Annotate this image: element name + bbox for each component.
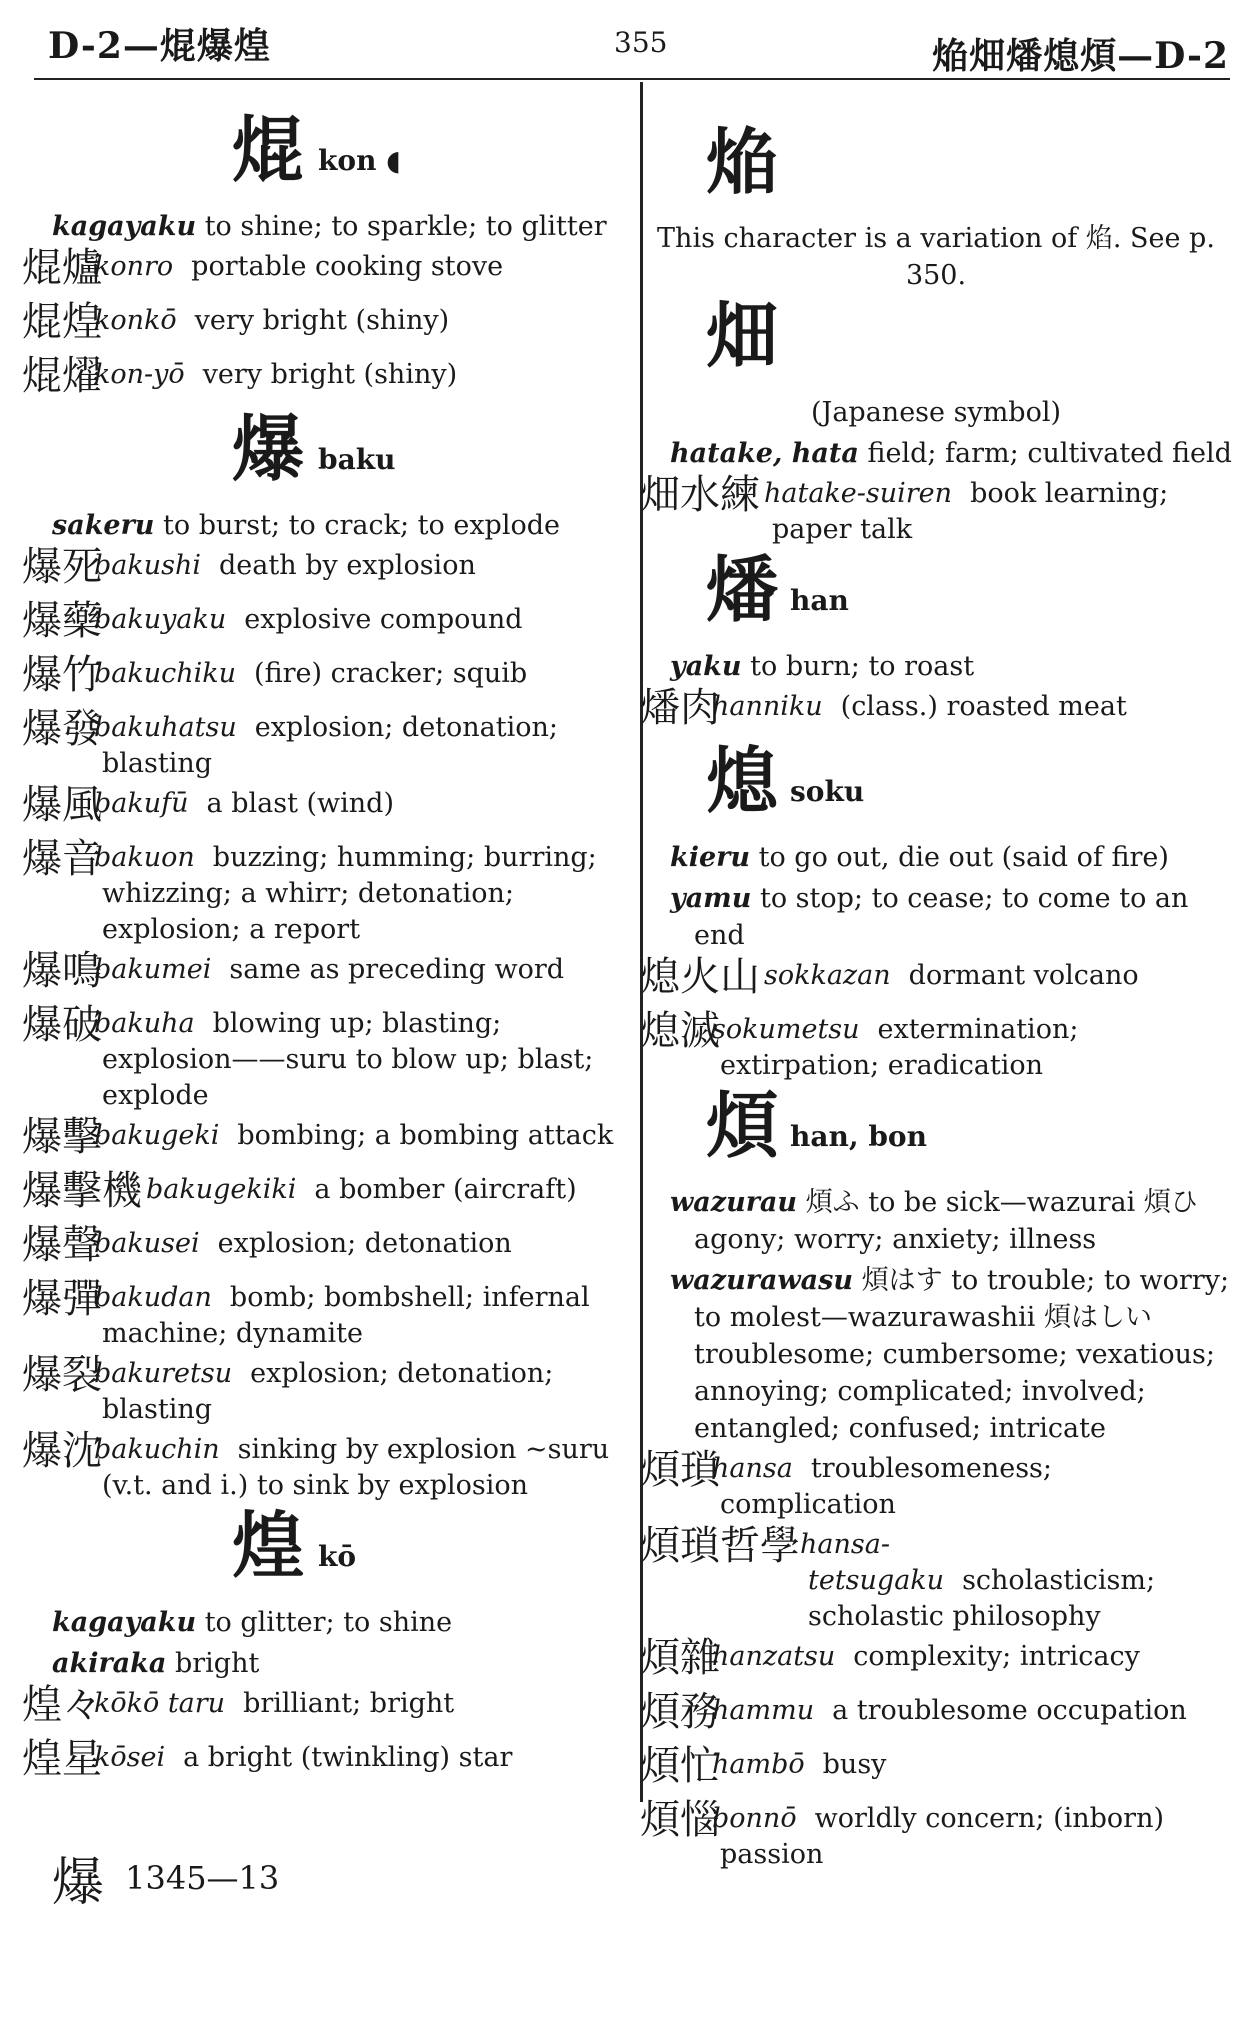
entry-romaji: bonnō (712, 1803, 797, 1834)
header-rule (34, 78, 1230, 80)
head-kanji: 煩 (706, 1083, 779, 1168)
entry-romaji: bakudan (94, 1282, 212, 1313)
entry-kanji: 燔肉 (640, 685, 720, 731)
entry-gloss: same as preceding word (229, 954, 565, 985)
entry-gloss: explosion; detonation; blasting (102, 712, 558, 779)
compound-entry (22, 706, 630, 782)
entry-romaji: bakuretsu (94, 1358, 233, 1389)
entry-body (22, 1432, 630, 1504)
entry-body (22, 548, 630, 584)
entry-body (22, 303, 630, 339)
variant-note: This character is a variation of 焰. See p. 350. (657, 223, 1215, 291)
kanji-heading (22, 107, 630, 202)
compound-entry (22, 1352, 630, 1428)
entry-kanji: 煩瑣哲學 (640, 1523, 800, 1569)
compound-entry (640, 954, 1232, 1008)
entry-romaji: bakuon (94, 842, 195, 873)
compound-entry (22, 1002, 630, 1114)
kun-gloss: 煩ふ to be sick—wazurai 煩ひ agony; worry; anxiety; illness (694, 1187, 1198, 1255)
entry-romaji: sokkazan (764, 960, 891, 991)
entry-body (640, 1747, 1232, 1783)
entry-kanji: 爆破 (22, 1002, 102, 1048)
entry-body (22, 656, 630, 692)
head-reading: kō (318, 1540, 357, 1573)
entry-kanji: 焜爐 (22, 245, 102, 291)
entry-kanji: 爆發 (22, 706, 102, 752)
entry-gloss: sinking by explosion ~suru (v.t. and i.) to sink by explosion (102, 1434, 610, 1501)
compound-entry (640, 1689, 1232, 1743)
entry-romaji: kōsei (94, 1742, 166, 1773)
entry-romaji: kon-yō (94, 359, 185, 390)
compound-entry (22, 1428, 630, 1504)
kun-gloss: to go out, die out (said of fire) (758, 842, 1169, 873)
kun-gloss: to shine; to sparkle; to glitter (204, 211, 607, 242)
head-reading: han (790, 584, 849, 617)
entry-romaji: bakuchiku (94, 658, 237, 689)
entry-body (22, 1356, 630, 1428)
entry-romaji: bakugekiki (146, 1174, 297, 1205)
entry-kanji: 煩惱 (640, 1797, 720, 1843)
entry-gloss: a bomber (aircraft) (314, 1174, 577, 1205)
entry-gloss: explosive compound (244, 604, 523, 635)
entry-gloss: explosion; detonation; blasting (102, 1358, 554, 1425)
head-kanji: 畑 (706, 293, 779, 378)
compound-entry (22, 299, 630, 353)
entry-romaji: konkō (94, 305, 177, 336)
compound-entry (640, 1447, 1232, 1523)
entry-romaji: hansa-tetsugaku (800, 1529, 945, 1596)
entry-body (22, 1118, 630, 1154)
entry-gloss: very bright (shiny) (194, 305, 450, 336)
head-reading: soku (790, 775, 865, 808)
entry-gloss: complexity; intricacy (853, 1641, 1140, 1672)
compound-entry (22, 1682, 630, 1736)
entry-body (22, 357, 630, 393)
kun-reading: kagayaku (52, 211, 197, 242)
kun-gloss: to glitter; to shine (204, 1607, 453, 1638)
kun-reading: yaku (670, 651, 742, 682)
kun-meaning (640, 1262, 1232, 1447)
compound-entry (22, 1222, 630, 1276)
compound-entry (640, 1523, 1232, 1635)
entry-gloss: extermination; extirpation; eradication (720, 1014, 1079, 1081)
compound-entry (22, 598, 630, 652)
entry-gloss: a blast (wind) (206, 788, 394, 819)
kun-meaning (640, 435, 1232, 472)
header-left: D-2—焜爆煌 (48, 25, 271, 67)
entry-kanji: 煩瑣 (640, 1447, 720, 1493)
entry-kanji: 爆竹 (22, 652, 102, 698)
entry-kanji: 煩雜 (640, 1635, 720, 1681)
compound-entry (22, 1168, 630, 1222)
entry-kanji: 爆彈 (22, 1276, 102, 1322)
entry-gloss: bomb; bombshell; infernal machine; dynamite (102, 1282, 590, 1349)
entry-body (640, 1639, 1232, 1675)
kun-reading: kagayaku (52, 1607, 197, 1638)
right-column (640, 120, 1232, 1877)
compound-entry (640, 1797, 1232, 1873)
entry-kanji: 煌々 (22, 1682, 102, 1728)
entry-kanji: 爆聲 (22, 1222, 102, 1268)
kun-reading: sakeru (52, 510, 155, 541)
compound-entry (22, 652, 630, 706)
kanji-heading (640, 119, 1232, 214)
compound-entry (22, 1276, 630, 1352)
entry-kanji: 爆裂 (22, 1352, 102, 1398)
head-kanji: 爆 (232, 406, 305, 491)
entry-gloss: worldly concern; (inborn) passion (720, 1803, 1165, 1870)
entry-gloss: bombing; a bombing attack (237, 1120, 614, 1151)
entry-gloss: scholasticism; scholastic philosophy (808, 1565, 1156, 1632)
entry-body (22, 710, 630, 782)
entry-body (22, 786, 630, 822)
footer (52, 1840, 279, 1915)
entry-body (640, 689, 1232, 725)
entry-gloss: portable cooking stove (191, 251, 504, 282)
entry-gloss: (fire) cracker; squib (254, 658, 528, 689)
compound-entry (22, 1736, 630, 1790)
entry-body (640, 1801, 1232, 1873)
compound-entry (22, 353, 630, 407)
kun-gloss: bright (174, 1648, 260, 1679)
entry-romaji: bakumei (94, 954, 212, 985)
entry-romaji: bakuha (94, 1008, 195, 1039)
entry-gloss: troublesomeness; complication (720, 1453, 1053, 1520)
kun-meaning (640, 648, 1232, 685)
compound-entry (22, 245, 630, 299)
kun-gloss: to burn; to roast (750, 651, 975, 682)
entry-kanji: 爆擊機 (22, 1168, 142, 1214)
entry-gloss: a bright (twinkling) star (183, 1742, 513, 1773)
entry-kanji: 煩務 (640, 1689, 720, 1735)
entry-body (640, 1012, 1232, 1084)
origin-note: (Japanese symbol) (810, 397, 1062, 428)
entry-romaji: sokumetsu (712, 1014, 860, 1045)
entry-kanji: 爆鳴 (22, 948, 102, 994)
kun-gloss: field; farm; cultivated field (867, 438, 1232, 469)
entry-romaji: bakuhatsu (94, 712, 237, 743)
entry-body (22, 1686, 630, 1722)
kun-meaning (22, 1604, 630, 1641)
kun-reading: yamu (670, 883, 752, 914)
entry-romaji: konro (94, 251, 174, 282)
entry-kanji: 煌星 (22, 1736, 102, 1782)
head-kanji: 焔 (706, 119, 779, 204)
entry-romaji: bakufū (94, 788, 189, 819)
compound-entry (640, 685, 1232, 739)
compound-entry (22, 782, 630, 836)
entry-gloss: book learning; paper talk (772, 478, 1169, 545)
entry-kanji: 爆沈 (22, 1428, 102, 1474)
entry-kanji: 爆死 (22, 544, 102, 590)
entry-gloss: death by explosion (219, 550, 476, 581)
head-reading: kon ◖ (318, 144, 401, 177)
entry-gloss: (class.) roasted meat (840, 691, 1127, 722)
left-column (22, 108, 630, 1794)
entry-body (640, 1693, 1232, 1729)
entry-gloss: very bright (shiny) (202, 359, 458, 390)
entry-gloss: busy (822, 1749, 887, 1780)
entry-romaji: hatake-suiren (764, 478, 953, 509)
entry-romaji: hansa (712, 1453, 793, 1484)
head-kanji: 焜 (232, 107, 305, 192)
entry-body (22, 840, 630, 948)
compound-entry (22, 836, 630, 948)
head-kanji: 熄 (706, 738, 779, 823)
kun-meaning (22, 208, 630, 245)
footer-kanji: 爆 (52, 1853, 105, 1913)
entry-kanji: 熄火山 (640, 954, 760, 1000)
entry-body (22, 1280, 630, 1352)
entry-body (640, 1451, 1232, 1523)
kun-meaning (22, 1645, 630, 1682)
entry-kanji: 爆音 (22, 836, 102, 882)
head-kanji: 燔 (706, 547, 779, 632)
entry-body (22, 249, 630, 285)
entry-kanji: 爆擊 (22, 1114, 102, 1160)
entry-body (22, 602, 630, 638)
head-reading: baku (318, 443, 396, 476)
kun-reading: hatake, hata (670, 438, 859, 469)
head-reading: han, bon (790, 1120, 927, 1153)
kanji-heading (640, 293, 1232, 388)
compound-entry (22, 1114, 630, 1168)
kun-gloss: to burst; to crack; to explode (163, 510, 560, 541)
kanji-heading (640, 547, 1232, 642)
kanji-heading (640, 1083, 1232, 1178)
kun-reading: wazurawasu (670, 1265, 853, 1296)
entry-body (22, 1226, 630, 1262)
entry-romaji: bakusei (94, 1228, 200, 1259)
kun-meaning (640, 839, 1232, 876)
entry-gloss: a troublesome occupation (832, 1695, 1187, 1726)
kanji-heading (640, 738, 1232, 833)
entry-romaji: hammu (712, 1695, 815, 1726)
kun-gloss: to stop; to cease; to come to an end (694, 883, 1189, 951)
kun-meaning (640, 1184, 1232, 1258)
header-right: 焔畑燔熄煩—D-2 (932, 35, 1229, 77)
kanji-heading (22, 406, 630, 501)
compound-entry (640, 1743, 1232, 1797)
entry-kanji: 焜煌 (22, 299, 102, 345)
entry-gloss: dormant volcano (908, 960, 1139, 991)
head-kanji: 煌 (232, 1503, 305, 1588)
entry-gloss: brilliant; bright (243, 1688, 455, 1719)
entry-romaji: kōkō taru (94, 1688, 226, 1719)
compound-entry (640, 472, 1232, 548)
kun-reading: wazurau (670, 1187, 798, 1218)
compound-entry (640, 1635, 1232, 1689)
compound-entry (640, 1008, 1232, 1084)
page-number: 355 (614, 26, 668, 59)
entry-romaji: bakushi (94, 550, 202, 581)
footer-code: 1345—13 (125, 1858, 280, 1897)
entry-gloss: blowing up; blasting; explosion——suru to blow up; blast; explode (102, 1008, 594, 1111)
entry-kanji: 煩忙 (640, 1743, 720, 1789)
entry-kanji: 爆風 (22, 782, 102, 828)
entry-romaji: bakuyaku (94, 604, 227, 635)
entry-romaji: bakugeki (94, 1120, 220, 1151)
entry-kanji: 熄滅 (640, 1008, 720, 1054)
entry-kanji: 焜燿 (22, 353, 102, 399)
entry-romaji: bakuchin (94, 1434, 220, 1465)
entry-kanji: 爆藥 (22, 598, 102, 644)
entry-romaji: hanniku (712, 691, 823, 722)
entry-romaji: hambō (712, 1749, 805, 1780)
kun-gloss: 煩はす to trouble; to worry; to molest—wazurawashii 煩はしい troublesome; cumbersome; vexatious; annoying; complicated; involved; entangled; confused; intricate (694, 1265, 1230, 1444)
entry-gloss: buzzing; humming; burring; whizzing; a whirr; detonation; explosion; a report (102, 842, 597, 945)
compound-entry (22, 544, 630, 598)
kun-meaning (640, 880, 1232, 954)
entry-body (22, 952, 630, 988)
compound-entry (22, 948, 630, 1002)
kun-reading: kieru (670, 842, 750, 873)
entry-body (22, 1006, 630, 1114)
kun-meaning (22, 507, 630, 544)
entry-gloss: explosion; detonation (217, 1228, 512, 1259)
kun-reading: akiraka (52, 1648, 167, 1679)
entry-kanji: 畑水練 (640, 472, 760, 518)
kanji-heading (22, 1503, 630, 1598)
entry-body (22, 1740, 630, 1776)
entry-romaji: hanzatsu (712, 1641, 836, 1672)
